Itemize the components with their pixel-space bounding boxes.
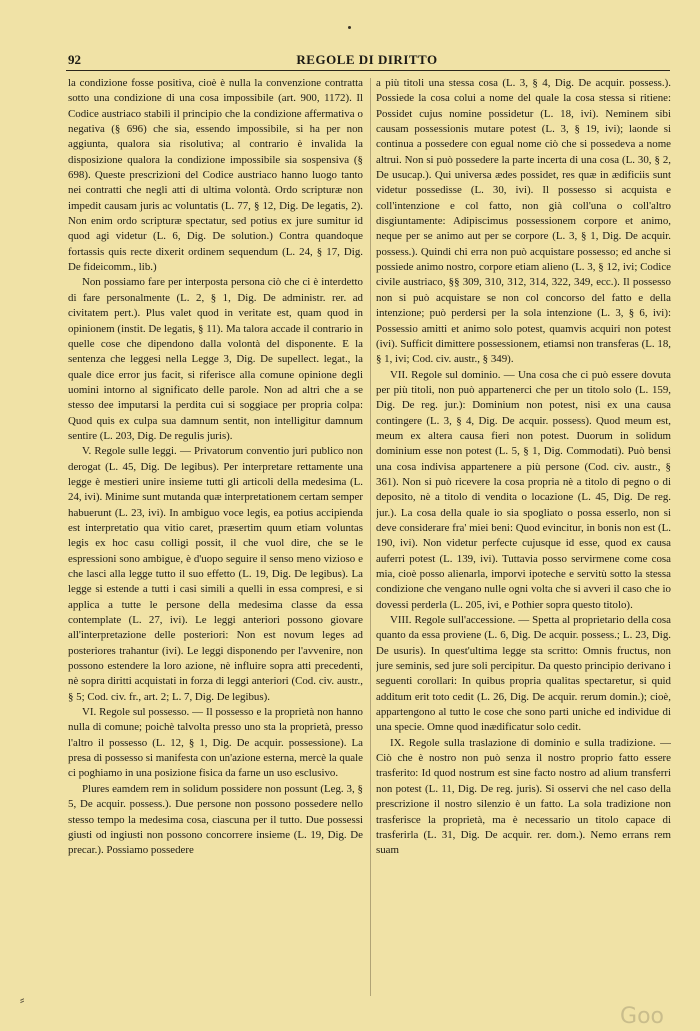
printer-dot — [348, 26, 351, 29]
paragraph: IX. Regole sulla traslazione di dominio e sulla tradizione. — Ciò che è nostro non può senza il nostro proprio fatto essere trasferito: Id quod nostrum est sine facto nostro ad alium transferri non potest (L. 11, Dig. De reg. juris). Si osservi che nel caso della prescrizione il nostro silenzio è un fatto. La sola tradizione non trasferisce la proprietà, ma è necessario un titolo capace di trasferirla (L. 31, Dig. De acquir. rer. dom.). Nemo errans rem suam — [376, 736, 671, 857]
left-column — [68, 76, 363, 1006]
running-header — [68, 52, 666, 70]
paragraph: Plures eamdem rem in solidum possidere non possunt (Leg. 3, § 5, De acquir. possess.). Due persone non possono possedere nello stesso tempo la medesima cosa, ciascuna per il tutto. Due possessi giusti od ingiusti non possono concorrere insieme (L. 19, Dig. De precar.). Possiamo possedere — [68, 782, 363, 857]
column-divider — [370, 78, 371, 996]
paragraph: VII. Regole sul dominio. — Una cosa che ci può essere dovuta per più titoli, non può appartenerci che per un titolo solo (L. 159, Dig. De reg. jur.): Dominium non potest, nisi ex una causa contingere (L. 3, § 4, Dig. De acquir. possess). Quod meum est, meum ex altera causa fieri non potest. Duorum in solidum dominium esse non potest (L. 5, § 1, Dig. Commodati). Può bensì una cosa indivisa appartenere a più persone (Cod. civ. austr., § 361). Non si può ricevere la cosa propria nè a titolo di pegno o di deposito, nè a titolo di vendita o locazione (L. 45, Dig. De reg. jur.). La cosa della quale io sia spogliato o possa esserlo, non si deve considerare fra' miei beni: Quod evincitur, in bonis non est (L. 190, ivi). Non videtur perfecte cujusque id esse, quod ex causa auferri potest (L. 139, ivi). Tuttavia posso servirmene come cosa mia, cioè posso alienarla, imporvi ipoteche e servitù sotto la stessa condizione che vengano nulle ogni volta che si avveri il caso che io dovessi perderla (L. 205, ivi, e Pothier sopra questo titolo). — [376, 368, 671, 611]
paragraph: a più titoli una stessa cosa (L. 3, § 4, Dig. De acquir. possess.). Possiede la cosa colui a nome del quale la cosa stessa si ritiene: Possidet cujus nomine possidetur (L. 18, ivi). Neminem sibi causam possessionis mutare potest (L. 3, § 19, ivi); laonde si continua a possedere con egual nome ciò che si possedeva a nome altrui. Non si può possedere la parte incerta di una cosa (L. 30, § 2, De usucap.). Qui universa ædes possidet, res quæ in ædificiis sunt videtur possedisse (L. 30, ivi). Il possesso si acquista e coll'intenzione e col fatto, non già coll'una o coll'altro disgiuntamente: Adipiscimus possessionem corpore et animo, neque per se animo aut per se corpore (L. 3, § 1, Dig. De acquir. possess.). Quindi chi erra non può acquistare possesso; ed anche si possiede animo nostro, corpore etiam alieno (L. 3, § 12, ivi; Codice civile austriaco, §§ 309, 310, 312, 314, 322, 349, ecc.). Il possesso non si può acquistare se non col concorso del fatto e della intenzione; può perdersi per la sola intenzione (L. 3, § 6, ivi): Possessio amitti et animo solo potest, quamvis acquiri non potest (ivi). Sufficit dimittere possessionem, etiamsi non transferas (L. 18, § 1, ivi; Cod. civ. austr., § 349). — [376, 77, 671, 366]
paragraph: V. Regole sulle leggi. — Privatorum conventio juri publico non derogat (L. 45, Dig. De legibus). Per interpretare rettamente una legge è mestieri unire insieme tutti gli articoli della medesima (L. 24, ivi). Minime sunt mutanda quæ interpretationem certam semper habuerunt (L. 23, ivi). In ambiguo voce legis, ea potius accipienda est interpretatio qua vitio caret, præsertim quum etiam voluntas legis ex hoc casu colligi possit, il che vuol dire, che se le espressioni sono ambigue, è d'uopo seguire il senso meno vizioso e che lasci alla legge tutto il suo effetto (L. 19, Dig. De legibus). La legge si estende a tutti i casi simili a quelli in essa compresi, e si applica a tutte le persone della medesima classe da essa contemplate (L. 27, ivi). Le leggi anteriori possono giovare all'interpretazione delle posteriori: Non est novum leges ad posteriores trahantur (ivi). Le leggi disponendo per l'avvenire, non possono estendere la loro azione, nè influire sopra atti precedenti, nè sopra diritti acquistati in forza di leggi anteriori (Cod. civ. austr., § 5; Cod. civ. fr., art. 2; L. 7, Dig. De legibus). — [68, 445, 363, 703]
scan-watermark: Goo — [620, 1004, 664, 1029]
paragraph: Non possiamo fare per interposta persona ciò che ci è interdetto di fare personalmente (L. 2, § 1, Dig. De administr. rer. ad civitatem pert.). Plus valet quod in veritate est, quam quod in opinionem (instit. De legatis, § 11). Ma talora accade il contrario in quelle cose che dipendono dalla volontà del disponente. E la sentenza che leggesi nella Legge 3, Dig. De supellect. legat., la quale dice error jus facit, si riferisce alla comune opinione degli uomini intorno al significato delle parole. Non ad altri che a se stesso dee imputarsi la perdita cui si soggiace per propria colpa: Quod quis ex culpa sua damnum sentit, non intelligitur damnum sentire (L. 203, Dig. De regulis juris). — [68, 276, 363, 442]
right-column — [376, 76, 671, 1006]
paragraph: la condizione fosse positiva, cioè è nulla la convenzione contratta sotto una condizione di una cosa impossibile (art. 900, 1172). Il Codice austriaco stabilì il principio che la condizione affermativa o negativa (§ 696) che sia, essendo impossibile, si ha per non aggiunta, qualora sia risolutiva; al contrario è invalida la disposizione qualora la condizione impossibile sia sospensiva (§ 698). Queste prescrizioni del Codice austriaco hanno luogo tanto nei contratti che negli atti di ultima volontà. Ordo scripturæ non impedit causam juris ac voluntatis (L. 77, § 12, Dig. De legatis, 2). Non enim ordo scripturæ spectatur, sed potius ex jure sumitur id quod agi videtur (L. 6, Dig. De solution.) Contra quandoque fortassis quis recte dixerit ordinem sequendum (L. 24, § 17, Dig. De fideicomm., lib.) — [68, 77, 363, 274]
page-number: 92 — [68, 52, 81, 67]
margin-pencil-mark: ⸗ — [20, 993, 25, 1008]
paragraph: VI. Regole sul possesso. — Il possesso e la proprietà non hanno nulla di comune; poichè talvolta presso uno sta la proprietà, presso l'altro il possesso (L. 12, § 1, Dig. De acquir. possessione). La presa di possesso si manifesta con un'azione esterna, mercè la quale ci poghiamo in una posizione fisica da farne un uso esclusivo. — [68, 706, 363, 780]
running-title: REGOLE DI DIRITTO — [296, 52, 438, 67]
paragraph: VIII. Regole sull'accessione. — Spetta al proprietario della cosa quanto da essa proviene (L. 6, Dig. De acquir. possess.; L. 23, Dig. De usuris). In quest'ultima legge sta scritto: Omnis fructus, non jure seminis, sed jure soli percipitur. Da questo principio derivano i seguenti corollari: In quibus propria qualitas spectaretur, si quid additum erit toto cedit (L. 26, Dig. De acquir. rerum domin.); cioè, appartengono al tutto le cose che sono parti uniche ed individue di una specie. Omne quod inædificatur solo cedit. — [376, 614, 671, 734]
header-rule — [66, 70, 670, 71]
